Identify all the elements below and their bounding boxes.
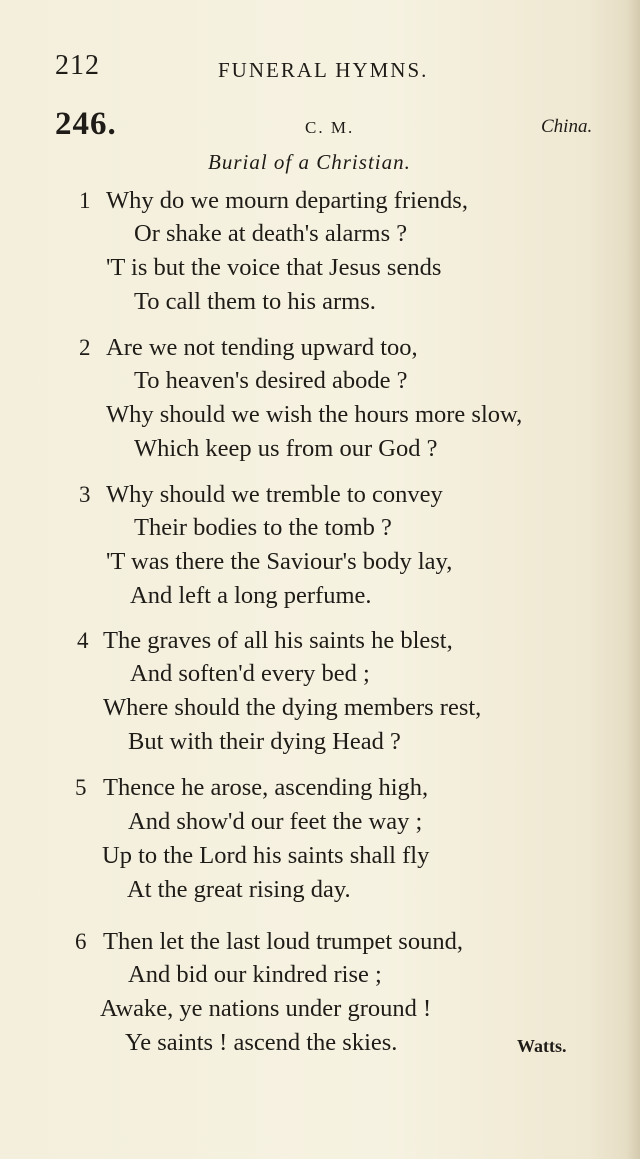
hymn-meter: C. M. [305,118,355,137]
verse-line: Their bodies to the tomb ? [134,514,392,541]
verse-number: 6 [75,929,87,954]
verse-line: And show'd our feet the way ; [128,808,423,835]
running-head: FUNERAL HYMNS. [218,58,429,82]
verse-line: And bid our kindred rise ; [128,961,382,988]
verse-line: 'T is but the voice that Jesus sends [106,254,442,281]
verse-line: To heaven's desired abode ? [134,367,408,394]
hymn-number: 246. [55,106,117,142]
hymn-title: Burial of a Christian. [208,150,411,174]
verse-line: Or shake at death's alarms ? [134,220,408,247]
verse-line: Thence he arose, ascending high, [103,774,429,801]
verse-line: And soften'd every bed ; [130,660,370,687]
verse-line: At the great rising day. [127,876,351,903]
verse-number: 2 [79,335,91,360]
verse-line: Then let the last loud trumpet sound, [103,928,463,955]
verse-line: Why should we wish the hours more slow, [106,401,523,428]
verse-number: 3 [79,482,91,507]
verse-line: Why should we tremble to convey [106,481,443,508]
author-attribution: Watts. [517,1036,567,1056]
hymn-tune: China. [541,116,593,137]
verse-line: Awake, ye nations under ground ! [100,995,432,1022]
verse-number: 1 [79,188,91,213]
verse-line: And left a long perfume. [130,582,372,609]
verse-line: The graves of all his saints he blest, [103,627,453,654]
verse-line: But with their dying Head ? [128,728,401,755]
verse-line: Ye saints ! ascend the skies. [125,1029,398,1056]
verse-line: 'T was there the Saviour's body lay, [106,548,453,575]
verse-number: 4 [77,628,89,653]
verse-line: Why do we mourn departing friends, [106,187,468,214]
page-edge-shadow [626,0,640,1159]
page-number: 212 [55,50,100,81]
verse-line: Which keep us from our God ? [134,435,438,462]
verse-line: To call them to his arms. [134,288,376,315]
verse-number: 5 [75,775,87,800]
verse-line: Are we not tending upward too, [106,334,418,361]
verse-line: Up to the Lord his saints shall fly [102,842,430,869]
verse-line: Where should the dying members rest, [103,694,482,721]
